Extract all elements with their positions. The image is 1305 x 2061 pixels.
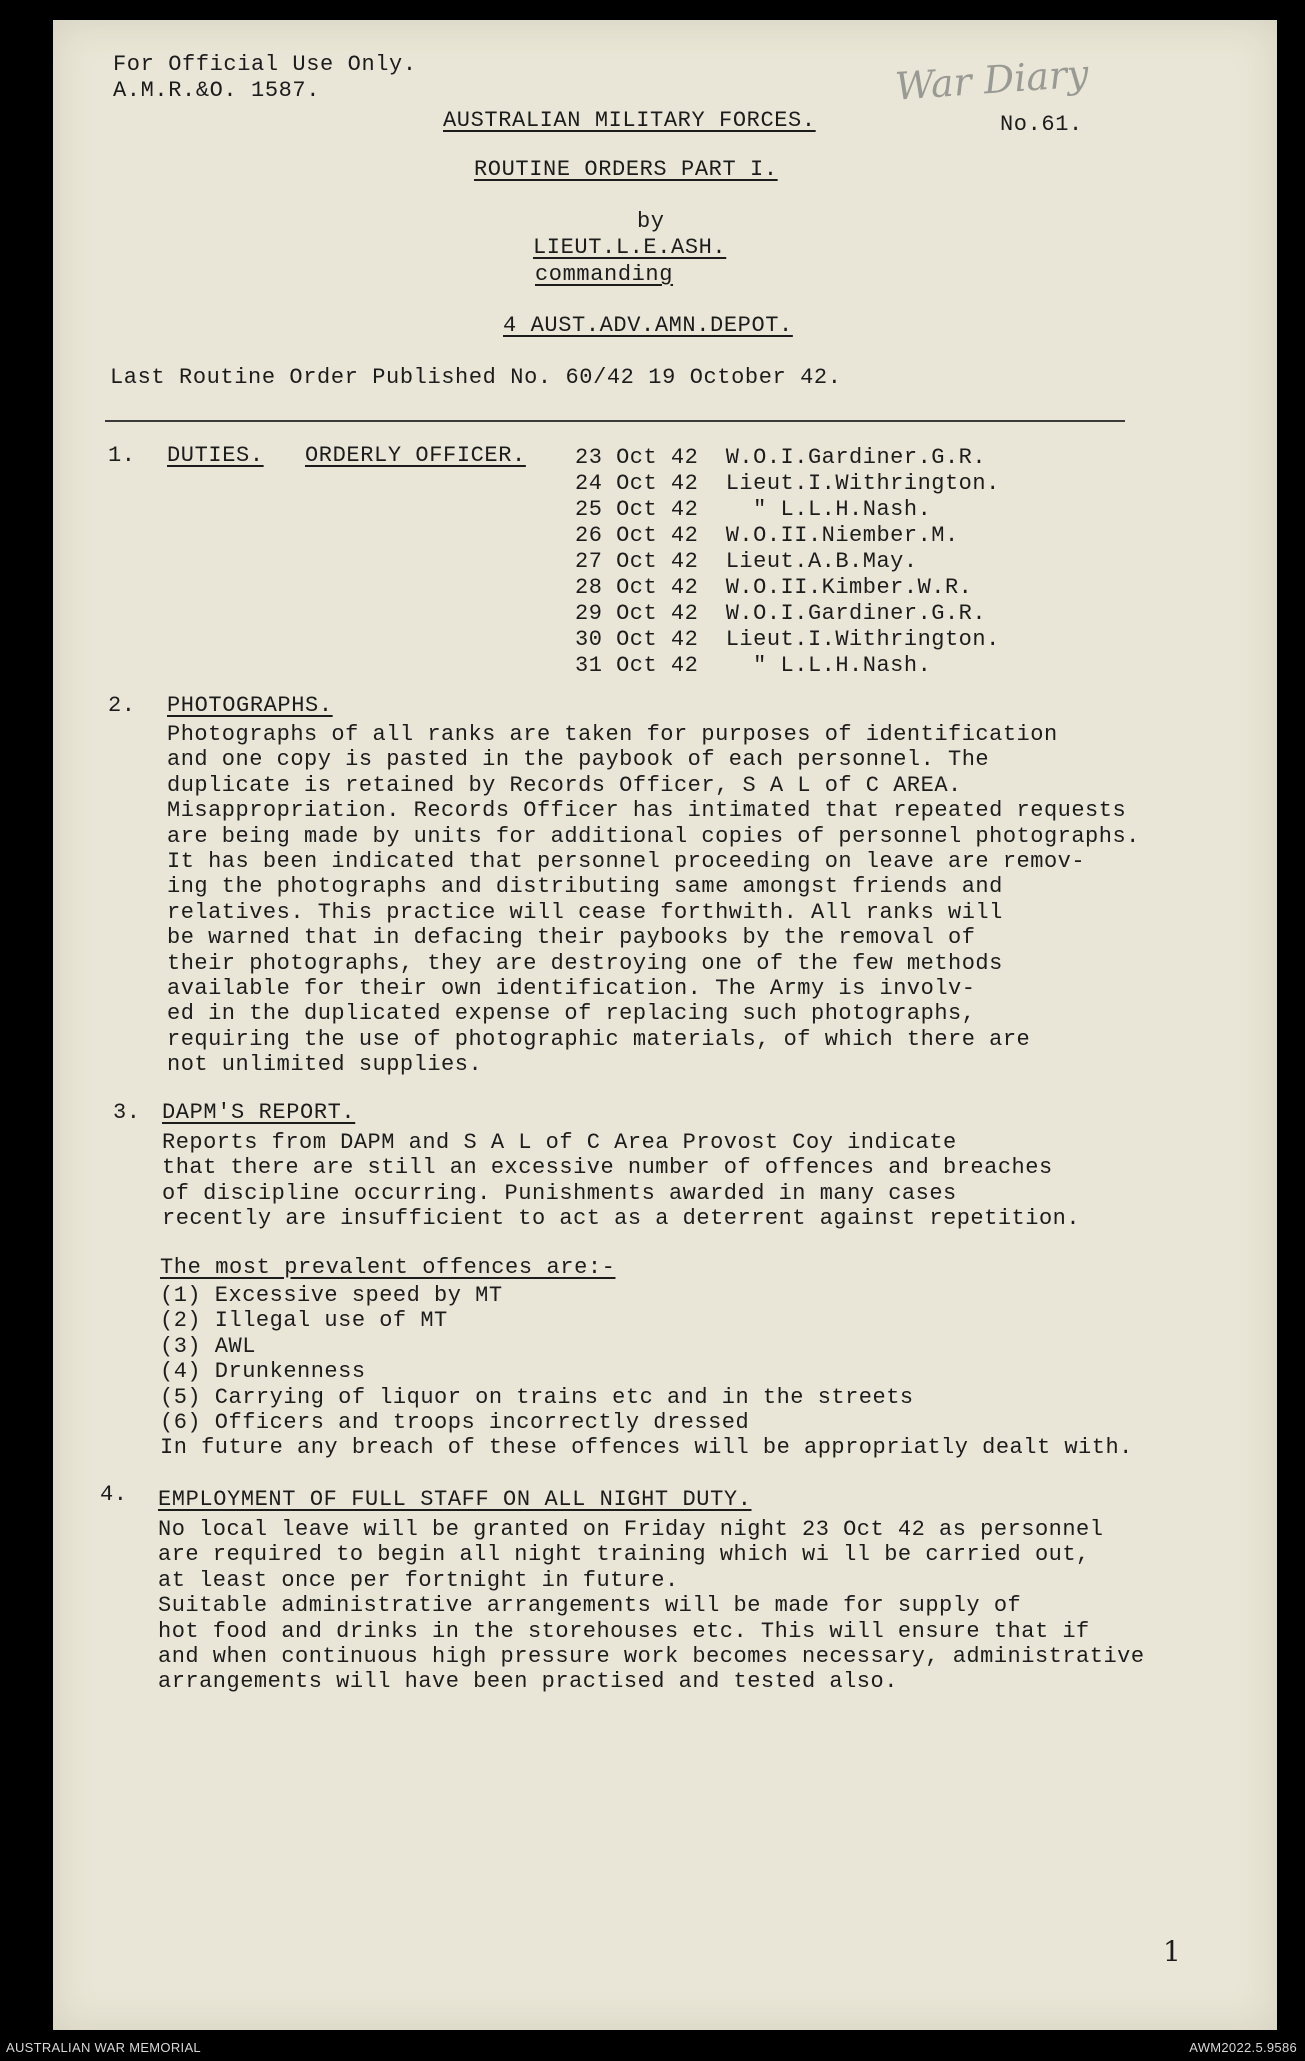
paragraph-line: and when continuous high pressure work becomes necessary, administrative: [158, 1644, 1145, 1670]
paragraph-line: available for their own identification. The Army is involv-: [167, 976, 976, 1002]
paragraph-line: Suitable administrative arrangements will be made for supply of: [158, 1593, 1022, 1619]
handwritten-annotation: War Diary: [893, 51, 1090, 109]
header-divider: [105, 420, 1125, 422]
duty-date: 31 Oct 42: [575, 653, 699, 678]
duty-officer: " L.L.H.Nash.: [753, 497, 932, 522]
paragraph-line: at least once per fortnight in future.: [158, 1567, 679, 1593]
footer-source: AUSTRALIAN WAR MEMORIAL: [6, 2040, 201, 2055]
footer-accession: AWM2022.5.9586: [1189, 2040, 1297, 2055]
paragraph-line: not unlimited supplies.: [167, 1052, 483, 1078]
employment-paragraph: [158, 1517, 1145, 1695]
dapm-number: 3.: [113, 1100, 141, 1125]
employment-title: EMPLOYMENT OF FULL STAFF ON ALL NIGHT DUTY.: [158, 1487, 752, 1512]
duty-officer: Lieut.I.Withrington.: [725, 627, 1000, 652]
duty-officer: W.O.I.Gardiner.G.R.: [725, 445, 987, 470]
paragraph-line: ed in the duplicated expense of replacing such photographs,: [167, 1001, 976, 1027]
duty-date: 24 Oct 42: [575, 471, 699, 496]
paragraph-line: that there are still an excessive number of offences and breaches: [162, 1155, 1053, 1181]
duty-row: [575, 601, 986, 626]
paragraph-line: It has been indicated that personnel proceeding on leave are remov-: [167, 849, 1086, 875]
duty-row: [575, 497, 931, 522]
duty-officer: W.O.II.Kimber.W.R.: [725, 575, 973, 600]
duty-date: 28 Oct 42: [575, 575, 699, 600]
offence-item: (1) Excessive speed by MT: [160, 1283, 503, 1308]
duty-row: [575, 575, 972, 600]
official-use-label: For Official Use Only.: [113, 52, 417, 77]
paragraph-line: requiring the use of photographic materials, of which there are: [167, 1026, 1031, 1052]
duties-title: DUTIES.: [167, 443, 264, 468]
offences-heading: The most prevalent offences are:-: [160, 1255, 616, 1280]
paragraph-line: are required to begin all night training which wi ll be carried out,: [158, 1542, 1090, 1568]
dapm-paragraph: [162, 1130, 1080, 1232]
duty-officer: W.O.I.Gardiner.G.R.: [725, 601, 987, 626]
offence-item: (3) AWL: [160, 1333, 256, 1359]
duties-number: 1.: [108, 443, 136, 468]
dapm-title: DAPM'S REPORT.: [162, 1100, 356, 1125]
duty-row: [575, 471, 1000, 496]
offence-item: (4) Drunkenness: [160, 1359, 366, 1385]
forces-heading: AUSTRALIAN MILITARY FORCES.: [443, 108, 816, 133]
duty-date: 29 Oct 42: [575, 601, 699, 626]
amr-reference: A.M.R.&O. 1587.: [113, 78, 321, 103]
paragraph-line: recently are insufficient to act as a deterrent against repetition.: [162, 1206, 1081, 1232]
duty-row: [575, 627, 1000, 652]
photographs-number: 2.: [108, 693, 136, 718]
offence-closing: In future any breach of these offences will be appropriatly dealt with.: [160, 1435, 1133, 1461]
paragraph-line: hot food and drinks in the storehouses etc. This will ensure that if: [158, 1618, 1090, 1644]
paragraph-line: and one copy is pasted in the paybook of each personnel. The: [167, 747, 990, 773]
duty-date: 26 Oct 42: [575, 523, 699, 548]
duty-officer: " L.L.H.Nash.: [753, 653, 932, 678]
paragraph-line: their photographs, they are destroying one of the few methods: [167, 950, 1003, 976]
duty-date: 23 Oct 42: [575, 445, 699, 470]
duty-row: [575, 549, 918, 574]
offence-item: (5) Carrying of liquor on trains etc and in the streets: [160, 1384, 914, 1410]
commanding-label: commanding: [535, 262, 674, 287]
duty-officer: Lieut.I.Withrington.: [725, 471, 1000, 496]
duty-officer: W.O.II.Niember.M.: [725, 523, 959, 548]
paragraph-line: be warned that in defacing their paybooks by the removal of: [167, 925, 976, 951]
paragraph-line: relatives. This practice will cease forthwith. All ranks will: [167, 899, 1003, 925]
photographs-paragraph: [167, 722, 1140, 1078]
order-number: No.61.: [1000, 112, 1083, 137]
duty-row: [575, 523, 959, 548]
paragraph-line: of discipline occurring. Punishments awarded in many cases: [162, 1180, 957, 1206]
employment-number: 4.: [100, 1482, 128, 1507]
commander-name: LIEUT.L.E.ASH.: [533, 235, 727, 260]
paragraph-line: arrangements will have been practised and tested also.: [158, 1669, 898, 1695]
paragraph-line: duplicate is retained by Records Officer, S A L of C AREA.: [167, 772, 962, 798]
duty-row: [575, 445, 986, 470]
last-order-line: Last Routine Order Published No. 60/42 19 October 42.: [110, 365, 842, 390]
routine-orders-heading: ROUTINE ORDERS PART I.: [474, 157, 778, 182]
paragraph-line: Reports from DAPM and S A L of C Area Provost Coy indicate: [162, 1130, 957, 1155]
duty-officer: Lieut.A.B.May.: [725, 549, 918, 574]
paragraph-line: No local leave will be granted on Friday night 23 Oct 42 as personnel: [158, 1517, 1104, 1542]
offences-list: [160, 1283, 1133, 1461]
duty-date: 25 Oct 42: [575, 497, 699, 522]
unit-name: 4 AUST.ADV.AMN.DEPOT.: [503, 313, 793, 338]
duty-date: 30 Oct 42: [575, 627, 699, 652]
by-label: by: [637, 209, 665, 234]
duty-date: 27 Oct 42: [575, 549, 699, 574]
offence-item: (6) Officers and troops incorrectly dressed: [160, 1410, 750, 1436]
paragraph-line: ing the photographs and distributing same amongst friends and: [167, 874, 1003, 900]
photographs-title: PHOTOGRAPHS.: [167, 693, 333, 718]
paragraph-line: Misappropriation. Records Officer has intimated that repeated requests: [167, 798, 1127, 824]
duty-row: [575, 653, 931, 678]
offence-item: (2) Illegal use of MT: [160, 1308, 448, 1334]
paragraph-line: Photographs of all ranks are taken for purposes of identification: [167, 722, 1058, 747]
page-mark: 1: [1163, 1935, 1181, 1968]
orderly-officer-title: ORDERLY OFFICER.: [305, 443, 526, 468]
paragraph-line: are being made by units for additional copies of personnel photographs.: [167, 823, 1140, 849]
